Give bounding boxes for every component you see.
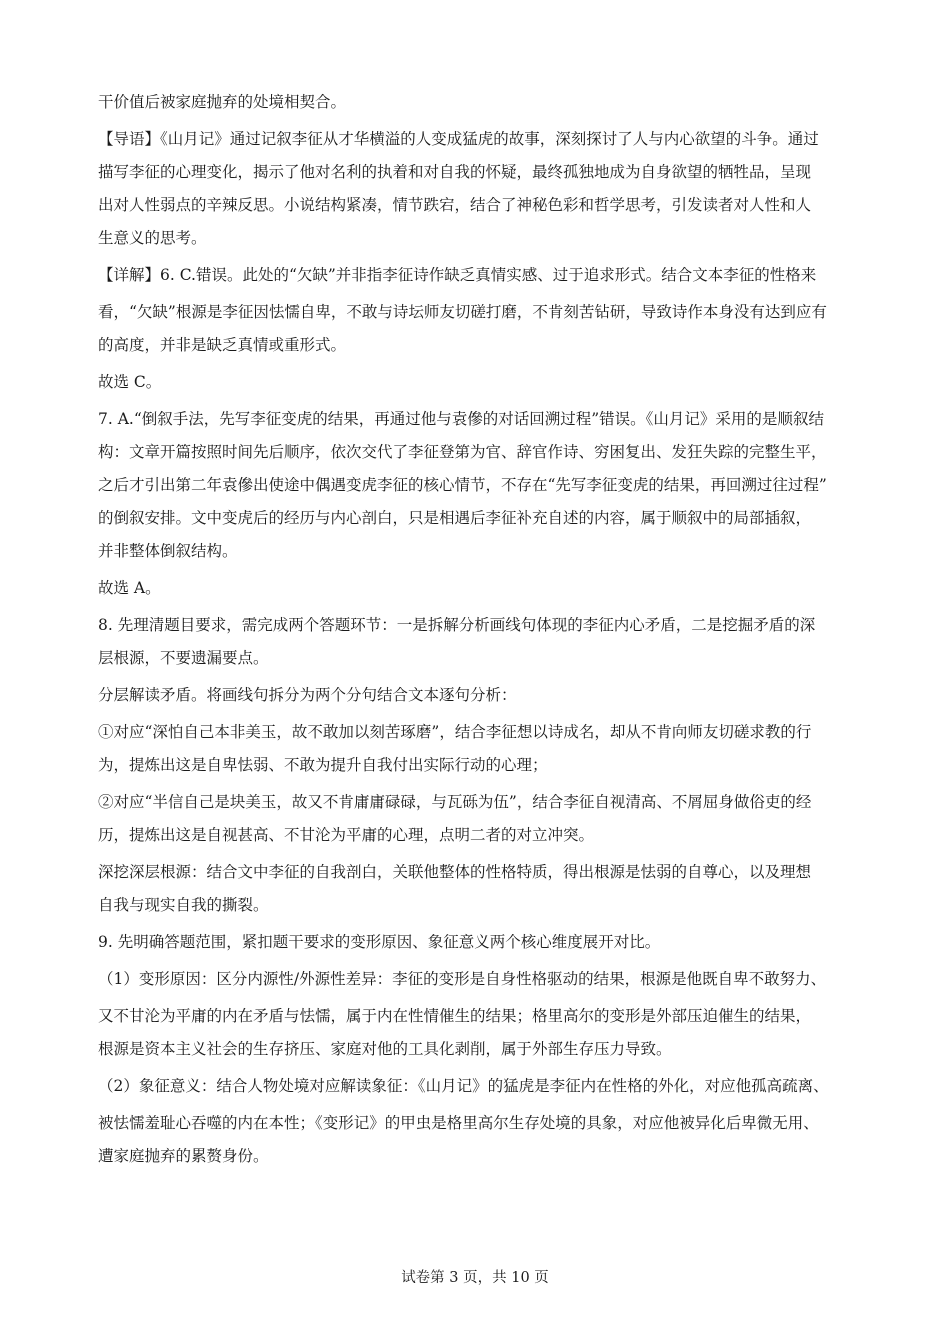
answer-7-line: 之后才引出第二年袁傪出使途中偶遇变虎李征的核心情节，不存在“先写李征变虎的结果，再回溯过往过程” — [98, 476, 827, 494]
answer-8-point-1: ①对应“深怕自己本非美玉，故不敢加以刻苦琢磨”，结合李征想以诗成名，却从不肯向师友切磋求教的行 — [98, 723, 812, 741]
answer-7-choice: 故选 A。 — [98, 579, 161, 597]
answer-9-point-2: 被怯懦羞耻心吞噬的内在本性；《变形记》的甲虫是格里高尔生存处境的具象，对应他被异化后卑微无用、 — [98, 1114, 819, 1132]
answer-6-line: 看，“欠缺”根源是李征因怯懦自卑，不敢与诗坛师友切磋打磨，不肯刻苦钻研，导致诗作本身没有达到应有 — [98, 303, 827, 321]
intro-paragraph-line: 描写李征的心理变化，揭示了他对名利的执着和对自我的怀疑，最终孤独地成为自身欲望的牺牲品，呈现 — [98, 163, 812, 181]
answer-7-line: 构：文章开篇按照时间先后顺序，依次交代了李征登第为官、辞官作诗、穷困复出、发狂失踪的完整生平， — [98, 443, 827, 461]
answer-7-line: 7. A.“倒叙手法，先写李征变虎的结果，再通过他与袁傪的对话回溯过程”错误。《山月记》采用的是顺叙结 — [98, 410, 824, 428]
answer-8-point-2: ②对应“半信自己是块美玉，故又不肯庸庸碌碌，与瓦砾为伍”，结合李征自视清高、不屑屈身做俗吏的经 — [98, 793, 812, 811]
answer-8-line: 8. 先理清题目要求，需完成两个答题环节：一是拆解分析画线句体现的李征内心矛盾，二是挖掘矛盾的深 — [98, 616, 816, 634]
answer-6-choice: 故选 C。 — [98, 373, 162, 391]
answer-9-point-1: 又不甘沦为平庸的内在矛盾与怯懦，属于内在性情催生的结果；格里高尔的变形是外部压迫催生的结果， — [98, 1007, 812, 1025]
answer-9-line: 9. 先明确答题范围，紧扣题干要求的变形原因、象征意义两个核心维度展开对比。 — [98, 933, 661, 951]
intro-paragraph-line: 生意义的思考。 — [98, 229, 207, 247]
intro-paragraph-line: 【导语】《山月记》通过记叙李征从才华横溢的人变成猛虎的故事，深刻探讨了人与内心欲望的斗争。通过 — [98, 130, 819, 148]
page-footer: 试卷第 3 页，共 10 页 — [401, 1270, 549, 1286]
answer-9-point-2: （2）象征意义：结合人物处境对应解读象征：《山月记》的猛虎是李征内在性格的外化，对应他孤高疏离、 — [98, 1077, 829, 1095]
answer-9-point-1: 根源是资本主义社会的生存挤压、家庭对他的工具化剥削，属于外部生存压力导致。 — [98, 1040, 672, 1058]
answer-8-root-cause: 自我与现实自我的撕裂。 — [98, 896, 269, 914]
intro-paragraph-line: 出对人性弱点的辛辣反思。小说结构紧凑，情节跌宕，结合了神秘色彩和哲学思考，引发读者对人性和人 — [98, 196, 812, 214]
paragraph-line: 干价值后被家庭抛弃的处境相契合。 — [98, 93, 347, 111]
answer-8-root-cause: 深挖深层根源：结合文中李征的自我剖白，关联他整体的性格特质，得出根源是怯弱的自尊心，以及理想 — [98, 863, 812, 881]
answer-6-line: 【详解】6. C.错误。此处的“欠缺”并非指李征诗作缺乏真情实感、过于追求形式。结合文本李征的性格来 — [98, 266, 817, 284]
answer-9-point-1: （1）变形原因：区分内源性/外源性差异：李征的变形是自身性格驱动的结果，根源是他既自卑不敢努力、 — [98, 970, 827, 988]
answer-8-point-2: 历，提炼出这是自视甚高、不甘沦为平庸的心理，点明二者的对立冲突。 — [98, 826, 595, 844]
answer-7-line: 的倒叙安排。文中变虎后的经历与内心剖白，只是相遇后李征补充自述的内容，属于顺叙中的局部插叙， — [98, 509, 812, 527]
answer-8-point-1: 为，提炼出这是自卑怯弱、不敢为提升自我付出实际行动的心理； — [98, 756, 548, 774]
answer-8-line: 层根源，不要遗漏要点。 — [98, 649, 269, 667]
answer-8-line: 分层解读矛盾。将画线句拆分为两个分句结合文本逐句分析： — [98, 686, 517, 704]
document-body — [98, 92, 863, 1166]
answer-6-line: 的高度，并非是缺乏真情或重形式。 — [98, 336, 347, 354]
answer-7-line: 并非整体倒叙结构。 — [98, 542, 238, 560]
answer-9-point-2: 遭家庭抛弃的累赘身份。 — [98, 1147, 269, 1165]
